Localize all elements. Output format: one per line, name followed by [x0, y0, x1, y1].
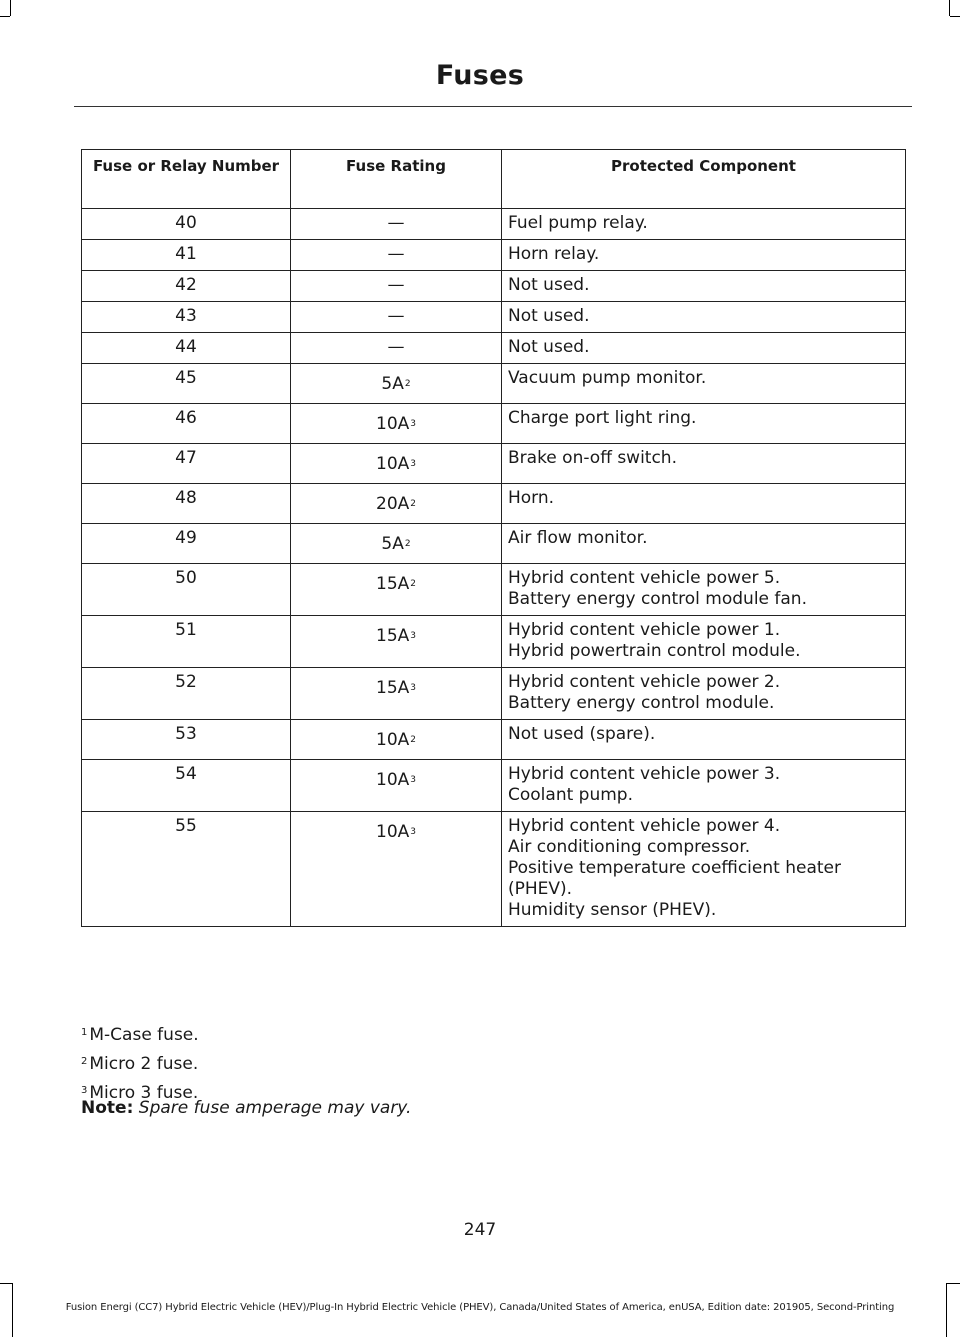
protected-component-line: Hybrid content vehicle power 3.: [508, 764, 781, 784]
crop-mark: [0, 1283, 12, 1284]
protected-component-cell: [502, 333, 906, 364]
fuse-rating-cell: [291, 302, 502, 333]
fuse-rating-value: —: [387, 213, 405, 233]
protected-component-cell: [502, 760, 906, 812]
protected-component-line: Coolant pump.: [508, 785, 633, 805]
fuse-rating-cell: [291, 616, 502, 668]
footnote-text: Micro 2 fuse.: [89, 1054, 199, 1074]
fuse-rating-value: —: [387, 275, 405, 295]
fuse-number-cell: 48: [82, 484, 291, 524]
protected-component-line: Hybrid content vehicle power 1.: [508, 620, 781, 640]
table-row: [82, 240, 906, 271]
fuse-rating-cell: [291, 209, 502, 240]
table-row: [82, 364, 906, 404]
fuse-rating-value: 15A: [376, 574, 410, 594]
fuse-table-body: [82, 209, 906, 927]
protected-component-line: Vacuum pump monitor.: [508, 368, 707, 388]
fuse-number-cell: 40: [82, 209, 291, 240]
table-row: [82, 760, 906, 812]
page-footer: Fusion Energi (CC7) Hybrid Electric Vehicle (HEV)/Plug-In Hybrid Electric Vehicle (PHEV), Canada/United States of America, enUSA, Edition date: 201905, Second-Printing: [65, 1302, 895, 1313]
fuse-rating-value: 10A: [376, 730, 410, 750]
fuse-type-footnote-mark: 3: [410, 827, 416, 837]
protected-component-cell: [502, 812, 906, 927]
fuse-rating-value: 20A: [376, 494, 410, 514]
footnote: [81, 1022, 199, 1051]
fuse-type-footnote-mark: 3: [410, 631, 416, 641]
fuse-type-footnote-mark: 3: [410, 775, 416, 785]
protected-component-line: Fuel pump relay.: [508, 213, 648, 233]
fuse-type-footnote-mark: 2: [404, 379, 411, 389]
protected-component-line: Hybrid content vehicle power 5.: [508, 568, 781, 588]
protected-component-line: Air conditioning compressor.: [508, 837, 751, 857]
footnote: [81, 1051, 199, 1080]
fuse-type-footnote-mark: 2: [410, 499, 416, 509]
fuse-rating-cell: [291, 524, 502, 564]
fuse-rating-cell: [291, 564, 502, 616]
table-row: [82, 271, 906, 302]
fuse-rating-cell: [291, 240, 502, 271]
page-number: 247: [463, 1220, 497, 1240]
fuse-rating-cell: [291, 364, 502, 404]
fuse-number-cell: 44: [82, 333, 291, 364]
fuse-number-cell: 55: [82, 812, 291, 927]
fuse-number-cell: 51: [82, 616, 291, 668]
note: [81, 1098, 411, 1118]
fuse-rating-value: 5A: [381, 374, 404, 394]
fuse-number-cell: 53: [82, 720, 291, 760]
protected-component-line: Battery energy control module.: [508, 693, 775, 713]
protected-component-line: Not used.: [508, 337, 590, 357]
fuse-number-cell: 46: [82, 404, 291, 444]
protected-component-line: Charge port light ring.: [508, 408, 697, 428]
table-row: [82, 404, 906, 444]
fuse-rating-cell: [291, 720, 502, 760]
header-protected-component: Protected Component: [502, 150, 906, 209]
fuse-type-footnote-mark: 2: [404, 539, 411, 549]
table-row: [82, 812, 906, 927]
footnote-mark: 1: [81, 1027, 88, 1038]
fuse-rating-cell: [291, 444, 502, 484]
fuse-rating-value: 15A: [376, 626, 410, 646]
table-row: [82, 302, 906, 333]
fuse-rating-value: —: [387, 244, 405, 264]
fuse-rating-value: 10A: [376, 822, 410, 842]
fuse-rating-value: 10A: [376, 454, 410, 474]
fuse-rating-value: —: [387, 337, 405, 357]
protected-component-line: Brake on-off switch.: [508, 448, 677, 468]
table-row: [82, 444, 906, 484]
protected-component-line: Not used (spare).: [508, 724, 656, 744]
protected-component-cell: [502, 524, 906, 564]
fuse-rating-cell: [291, 404, 502, 444]
table-row: [82, 333, 906, 364]
protected-component-cell: [502, 668, 906, 720]
protected-component-line: Hybrid content vehicle power 4.: [508, 816, 781, 836]
table-row: [82, 564, 906, 616]
fuse-rating-cell: [291, 333, 502, 364]
protected-component-line: Not used.: [508, 275, 590, 295]
note-label: Note:: [81, 1098, 134, 1118]
note-text: Spare fuse amperage may vary.: [138, 1098, 412, 1118]
protected-component-cell: [502, 484, 906, 524]
header-fuse-rating: Fuse Rating: [291, 150, 502, 209]
protected-component-cell: [502, 271, 906, 302]
protected-component-line: Air flow monitor.: [508, 528, 648, 548]
fuse-number-cell: 49: [82, 524, 291, 564]
table-row: [82, 484, 906, 524]
protected-component-line: Battery energy control module fan.: [508, 589, 807, 609]
fuse-number-cell: 54: [82, 760, 291, 812]
protected-component-cell: [502, 444, 906, 484]
table-row: [82, 720, 906, 760]
protected-component-line: Hybrid powertrain control module.: [508, 641, 801, 661]
table-row: [82, 524, 906, 564]
fuse-number-cell: 41: [82, 240, 291, 271]
fuse-number-cell: 42: [82, 271, 291, 302]
fuse-rating-cell: [291, 668, 502, 720]
fuse-number-cell: 52: [82, 668, 291, 720]
fuse-rating-value: 10A: [376, 770, 410, 790]
footnote-mark: 2: [81, 1056, 88, 1067]
table-row: [82, 616, 906, 668]
fuse-type-footnote-mark: 2: [410, 735, 416, 745]
fuse-rating-cell: [291, 271, 502, 302]
table-row: [82, 668, 906, 720]
table-header-row: [82, 150, 906, 209]
fuse-type-footnote-mark: 3: [410, 419, 416, 429]
fuse-rating-cell: [291, 760, 502, 812]
footnote-mark: 3: [81, 1085, 88, 1096]
protected-component-cell: [502, 404, 906, 444]
protected-component-cell: [502, 564, 906, 616]
protected-component-cell: [502, 302, 906, 333]
crop-mark: [946, 1283, 960, 1284]
protected-component-line: Horn.: [508, 488, 555, 508]
fuse-rating-value: 5A: [381, 534, 404, 554]
protected-component-line: Horn relay.: [508, 244, 600, 264]
fuse-type-footnote-mark: 2: [410, 579, 416, 589]
fuse-rating-cell: [291, 812, 502, 927]
fuse-number-cell: 43: [82, 302, 291, 333]
table-row: [82, 209, 906, 240]
crop-mark: [0, 16, 10, 17]
crop-mark: [10, 0, 11, 16]
protected-component-cell: [502, 364, 906, 404]
crop-mark: [949, 0, 950, 16]
fuse-number-cell: 50: [82, 564, 291, 616]
fuse-rating-cell: [291, 484, 502, 524]
fuse-rating-value: 10A: [376, 414, 410, 434]
header-fuse-number: Fuse or Relay Number: [82, 150, 291, 209]
protected-component-line: Positive temperature coefficient heater (PHEV).: [508, 858, 841, 899]
fuse-rating-value: —: [387, 306, 405, 326]
footnote-text: Micro 3 fuse.: [89, 1083, 199, 1103]
protected-component-cell: [502, 240, 906, 271]
protected-component-line: Humidity sensor (PHEV).: [508, 900, 717, 920]
protected-component-cell: [502, 209, 906, 240]
protected-component-cell: [502, 616, 906, 668]
fuse-type-footnote-mark: 3: [410, 459, 416, 469]
title-rule: [74, 106, 912, 107]
fuse-number-cell: 47: [82, 444, 291, 484]
fuse-table: [81, 149, 906, 927]
footnote-text: M-Case fuse.: [89, 1025, 199, 1045]
fuse-rating-value: 15A: [376, 678, 410, 698]
fuse-type-footnote-mark: 3: [410, 683, 416, 693]
protected-component-cell: [502, 720, 906, 760]
crop-mark: [950, 16, 960, 17]
footnotes: [81, 1022, 199, 1109]
protected-component-line: Not used.: [508, 306, 590, 326]
protected-component-line: Hybrid content vehicle power 2.: [508, 672, 781, 692]
fuse-number-cell: 45: [82, 364, 291, 404]
page-title: Fuses: [435, 60, 525, 91]
